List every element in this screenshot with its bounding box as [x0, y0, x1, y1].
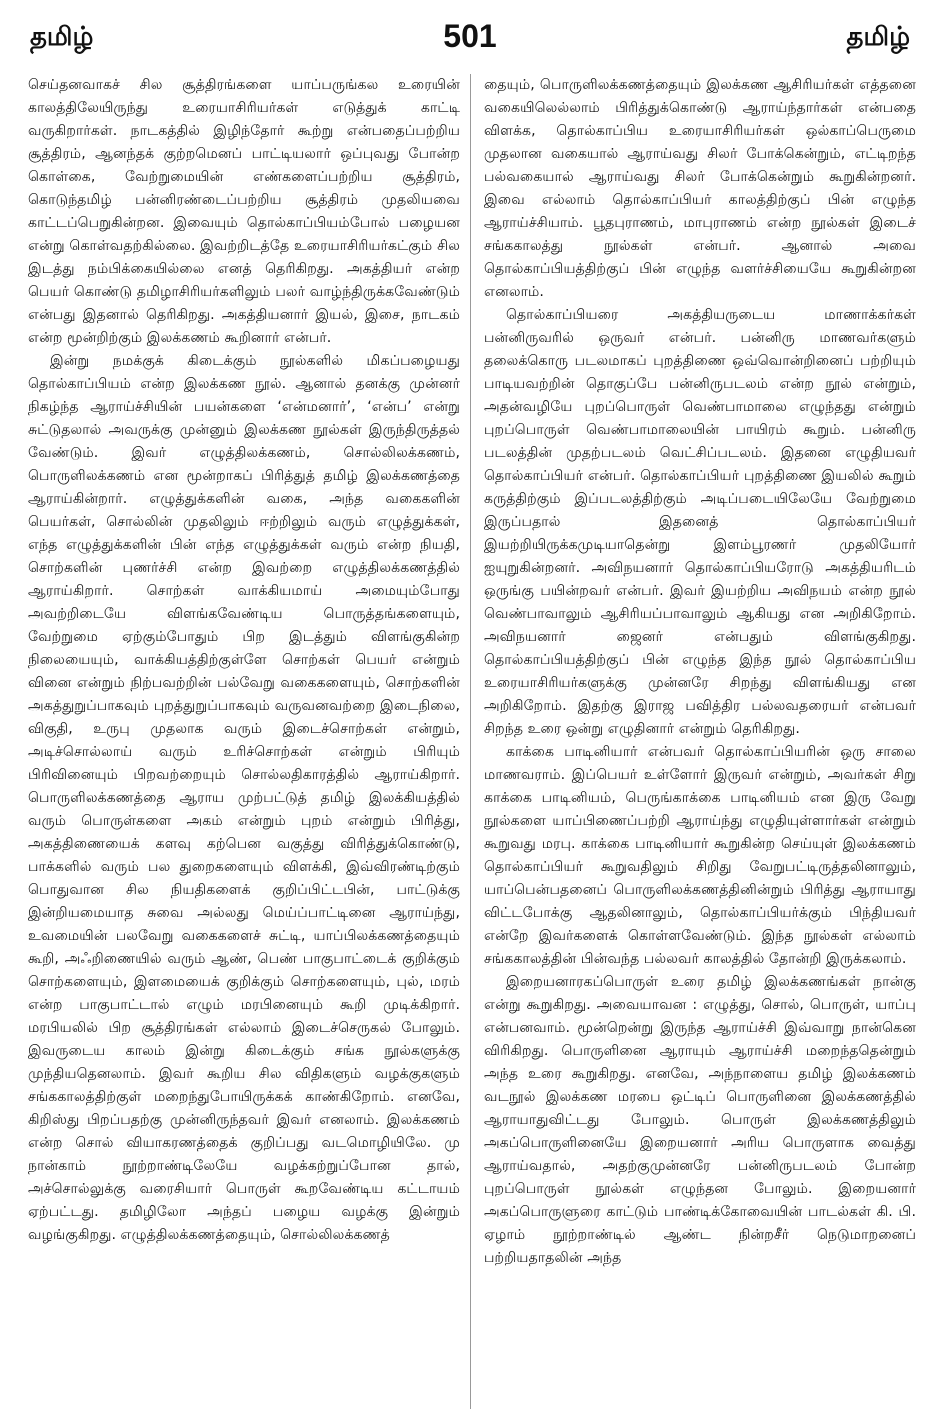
right-paragraph-2: தொல்காப்பியரை அகத்தியருடைய மாணாக்கர்கள் பன்னிருவரில் ஒருவர் என்பர். பன்னிரு மாணவர்களும் தலைக்கொரு படலமாகப் புறத்திணை ஒவ்வொன்றினைப் பற்றியும் பாடியவற்றின் தொகுப்பே பன்னிருபடலம் என்ற நூல் என்றும், அதன்வழியே புறப்பொருள் வெண்பாமாலை எழுந்தது என்றும் புறப்பொருள் வெண்பாமாலையின் பாயிரம் கூறும். பன்னிரு படலத்தின் முதற்படலம் வெட்சிப்படலம். இதனை எழுதியவர் தொல்காப்பியர் என்பர். தொல்காப்பியர் புறத்திணை இயலில் கூறும் கருத்திற்கும் இப்படலத்திற்கும் அடிப்படையிலேயே வேற்றுமை இருப்பதால் இதனைத் தொல்காப்பியர் இயற்றியிருக்கமுடியாதென்று இளம்பூரணர் முதலியோர் ஐயுறுகின்றனர். அவிநயனார் தொல்காப்பியரோடு அகத்தியரிடம் ஒருங்கு பயின்றவர் என்பர். இவர் இயற்றிய அவிநயம் என்ற நூல் வெண்பாவாலும் ஆசிரியப்பாவாலும் ஆகியது என அறிகிறோம். அவிநயனார் ஜைனர் என்பதும் விளங்குகிறது. தொல்காப்பியத்திற்குப் பின் எழுந்த இந்த நூல் தொல்காப்பிய உரையாசிரியர்களுக்கு முன்னரே சிறந்து விளங்கியது என அறிகிறோம். இதற்கு இராஜ பவித்திர பல்லவதரையர் என்பவர் சிறந்த உரை ஒன்று எழுதினார் என்றும் தெரிகிறது.	[484, 307, 916, 737]
left-paragraph-1: செய்தனவாகச் சில சூத்திரங்களை யாப்பருங்கல உரையின் காலத்திலேயிருந்து உரையாசிரியர்கள் எடுத்துக் காட்டி வருகிறார்கள். நாடகத்தில் இழிந்தோர் கூற்று என்பதைப்பற்றிய சூத்திரம், ஆனந்தக் குற்றமெனப் பாட்டியலார் ஒப்புவது போன்ற கொள்கை, வேற்றுமையின் எண்களைப்பற்றிய சூத்திரம், கொடுந்தமிழ் பன்னிரண்டைப்பற்றிய சூத்திரம் முதலியவை காட்டப்பெறுகின்றன. இவையும் தொல்காப்பியம்போல் பழையன என்று கொள்வதற்கில்லை. இவற்றிடத்தே உரையாசிரியர்கட்கும் சில இடத்து நம்பிக்கையில்லை எனத் தெரிகிறது. அகத்தியர் என்ற பெயர் கொண்டு தமிழாசிரியர்களிலும் பலர் வாழ்ந்திருக்கவேண்டும் என்பது இதனால் தெரிகிறது. அகத்தியனார் இயல், இசை, நாடகம் என்ற மூன்றிற்கும் இலக்கணம் கூறினார் என்பர்.	[28, 77, 460, 346]
running-head-right: தமிழ்	[846, 22, 910, 52]
right-paragraph-4: இறையனாரகப்பொருள் உரை தமிழ் இலக்கணங்கள் நான்கு என்று கூறுகிறது. அவையாவன : எழுத்து, சொல், பொருள், யாப்பு என்பனவாம். மூன்றென்று இருந்த ஆராய்ச்சி இவ்வாறு நான்கென விரிகிறது. பொருளினை ஆராயும் ஆராய்ச்சி மறைந்ததென்றும் அந்த உரை கூறுகிறது. எனவே, அந்நாளைய தமிழ் இலக்கணம் வடநூல் இலக்கண மரபை ஒட்டிப் பொருளினை இலக்கணத்தில் ஆராயாதுவிட்டது போலும். பொருள் இலக்கணத்திலும் அகப்பொருளினையே இறையனார் அரிய பொருளாக வைத்து ஆராய்வதால், அதற்குமுன்னரே பன்னிருபடலம் போன்ற புறப்பொருள் நூல்கள் எழுந்தன போலும். இறையனார் அகப்பொருளுரை காட்டும் பாண்டிக்கோவையின் பாடல்கள் கி. பி. ஏழாம் நூற்றாண்டில் ஆண்ட நின்றசீர் நெடுமாறனைப் பற்றியதாதலின் அந்த	[484, 974, 916, 1266]
right-paragraph-3: காக்கை பாடினியார் என்பவர் தொல்காப்பியரின் ஒரு சாலை மாணவராம். இப்பெயர் உள்ளோர் இருவர் என்றும், அவர்கள் சிறு காக்கை பாடினியம், பெருங்காக்கை பாடினியம் என இரு வேறு நூல்களை யாப்பிணைப்பற்றி ஆராய்ந்து எழுதியுள்ளார்கள் என்றும் கூறுவது மரபு. காக்கை பாடினியார் கூறுகின்ற செய்யுள் இலக்கணம் தொல்காப்பியர் கூறுவதிலும் சிறிது வேறுபட்டிருத்தலினாலும், யாப்பென்பதனைப் பொருளிலக்கணத்தினின்றும் பிரித்து ஆராயாது விட்டபோக்கு ஆதலினாலும், தொல்காப்பியர்க்கும் பிந்தியவர் என்றே இவர்களைக் கொள்ளவேண்டும். இந்த நூல்கள் எல்லாம் சங்ககாலத்தின் பின்வந்த பல்லவர் காலத்தில் தோன்றி இருக்கலாம்.	[484, 744, 916, 967]
page-header	[30, 18, 910, 62]
left-paragraph-2: இன்று நமக்குக் கிடைக்கும் நூல்களில் மிகப்பழையது தொல்காப்பியம் என்ற இலக்கண நூல். ஆனால் தனக்கு முன்னர் நிகழ்ந்த ஆராய்ச்சியின் பயன்களை ‘என்மனார்’, ‘என்ப’ என்று சுட்டுதலால் அவருக்கு முன்னும் இலக்கண நூல்கள் இருந்திருத்தல் வேண்டும். இவர் எழுத்திலக்கணம், சொல்லிலக்கணம், பொருளிலக்கணம் என மூன்றாகப் பிரித்துத் தமிழ் இலக்கணத்தை ஆராய்கின்றார். எழுத்துக்களின் வகை, அந்த வகைகளின் பெயர்கள், சொல்லின் முதலிலும் ஈற்றிலும் வரும் எழுத்துக்கள், எந்த எழுத்துக்களின் பின் எந்த எழுத்துக்கள் வரும் என்ற நியதி, சொற்களின் புணர்ச்சி என்ற இவற்றை எழுத்திலக்கணத்தில் ஆராய்கிறார். சொற்கள் வாக்கியமாய் அமையும்போது அவற்றிடையே விளங்கவேண்டிய பொருத்தங்களையும், வேற்றுமை ஏற்கும்போதும் பிற இடத்தும் விளங்குகின்ற நிலையையும், வாக்கியத்திற்குள்ளே சொற்கள் பெயர் என்றும் வினை என்றும் நிற்பவற்றின் பல்வேறு வகைகளையும், சொற்களின் அகத்துறுப்பாகவும் புறத்துறுப்பாகவும் வருவனவற்றை இடைநிலை, விகுதி, உருபு முதலாக வரும் இடைச்சொற்கள் என்றும், அடிச்சொல்லாய் வரும் உரிச்சொற்கள் என்றும் பிரியும் பிரிவினையும் பிறவற்றையும் சொல்லதிகாரத்தில் ஆராய்கிறார். பொருளிலக்கணத்தை ஆராய முற்பட்டுத் தமிழ் இலக்கியத்தில் வரும் பொருள்களை அகம் என்றும் புறம் என்றும் பிரித்து, அகத்திணையைக் களவு கற்பென வகுத்து விரித்துக்கொண்டு, பாக்களில் வரும் பல துறைகளையும் விளக்கி, இவ்விரண்டிற்கும் பொதுவான சில நியதிகளைக் குறிப்பிட்டபின், பாட்டுக்கு இன்றியமையாத சுவை அல்லது மெய்ப்பாட்டினை ஆராய்ந்து, உவமையின் பலவேறு வகைகளைச் சுட்டி, யாப்பிலக்கணத்தையும் கூறி, அஃறிணையில் வரும் ஆண், பெண் பாகுபாட்டைக் குறிக்கும் சொற்களையும், இளமையைக் குறிக்கும் சொற்களையும், புல், மரம் என்ற பாகுபாட்டால் எழும் மரபினையும் கூறி முடிக்கிறார். மரபியலில் பிற சூத்திரங்கள் எல்லாம் இடைச்செருகல் போலும். இவருடைய காலம் இன்று கிடைக்கும் சங்க நூல்களுக்கு முந்தியதெனலாம். இவர் கூறிய சில விதிகளும் வழக்குகளும் சங்ககாலத்திற்குள் மறைந்துபோயிருக்கக் காண்கிறோம். எனவே, கிறிஸ்து பிறப்பதற்கு முன்னிருந்தவர் இவர் எனலாம். இலக்கணம் என்ற சொல் வியாகரணத்தைக் குறிப்பது வடமொழியிலே. மு நான்காம் நூற்றாண்டிலேயே வழக்கற்றுப்போன தால், அச்சொல்லுக்கு வரைசியார் பொருள் கூறவேண்டிய கட்டாயம் ஏற்பட்டது. தமிழிலோ அந்தப் பழைய வழக்கு இன்றும் வழங்குகிறது. எழுத்திலக்கணத்தையும், சொல்லிலக்கணத்	[28, 353, 460, 1243]
two-column-body	[28, 74, 918, 1409]
column-divider	[470, 74, 471, 1409]
left-column	[28, 74, 460, 1409]
right-paragraph-1: தையும், பொருளிலக்கணத்தையும் இலக்கண ஆசிரியர்கள் எத்தனை வகையிலெல்லாம் பிரித்துக்கொண்டு ஆராய்ந்தார்கள் என்பதை விளக்க, தொல்காப்பிய உரையாசிரியர்கள் ஒல்காப்பெருமை முதலான வகையால் ஆராய்வது சிலர் போக்கென்றும், எட்டிறந்த பல்வகையால் ஆராய்வது சிலர் போக்கென்றும் கூறுகின்றனர். இவை எல்லாம் தொல்காப்பியர் காலத்திற்குப் பின் எழுந்த ஆராய்ச்சியாம். பூதபுராணம், மாபுராணம் என்ற நூல்கள் இடைச் சங்ககாலத்து நூல்கள் என்பர். ஆனால் அவை தொல்காப்பியத்திற்குப் பின் எழுந்த வளர்ச்சியையே கூறுகின்றன எனலாம்.	[484, 77, 916, 300]
right-column	[484, 74, 916, 1409]
running-head-left: தமிழ்	[30, 22, 94, 52]
page-number: 501	[443, 18, 497, 54]
